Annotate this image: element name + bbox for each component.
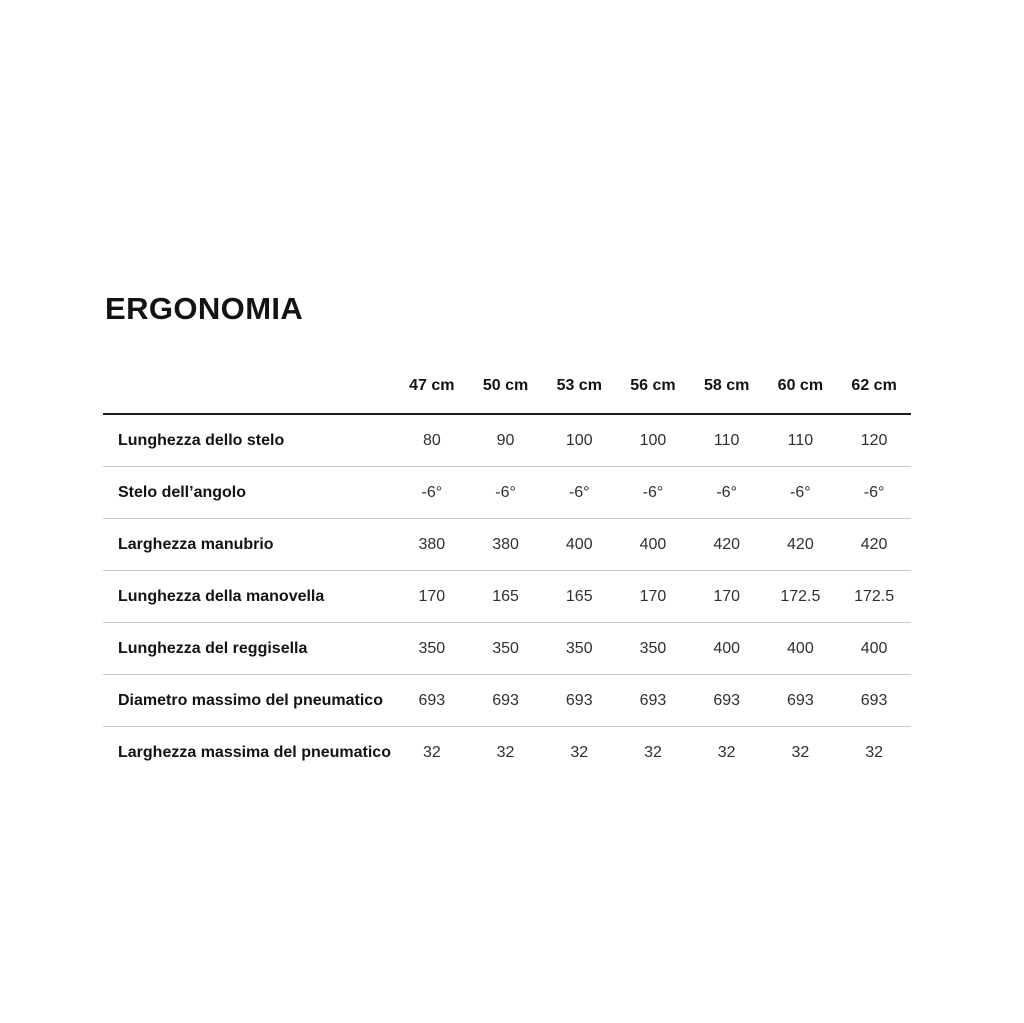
table-cell: 693 — [542, 675, 616, 727]
table-cell: 100 — [616, 414, 690, 467]
table-cell: 172.5 — [837, 571, 911, 623]
table-cell: 172.5 — [764, 571, 838, 623]
table-cell: 170 — [616, 571, 690, 623]
table-cell: 120 — [837, 414, 911, 467]
table-cell: -6° — [837, 467, 911, 519]
table-cell: 350 — [469, 623, 543, 675]
table-cell: 420 — [837, 519, 911, 571]
table-cell: 32 — [717, 744, 736, 761]
table-cell: 350 — [616, 623, 690, 675]
table-cell: 170 — [395, 571, 469, 623]
table-cell: -6° — [764, 467, 838, 519]
table-cell: 32 — [865, 744, 883, 761]
table-cell: 100 — [542, 414, 616, 467]
table-cell: 693 — [837, 675, 911, 727]
table-cell: 80 — [395, 414, 469, 467]
table-cell: 400 — [542, 519, 616, 571]
table-cell: 165 — [469, 571, 543, 623]
column-header-62cm: 62 cm — [837, 376, 911, 414]
table-cell: -6° — [690, 467, 764, 519]
row-label: Larghezza massima del pneumatico — [118, 744, 391, 761]
table-cell: 400 — [690, 623, 764, 675]
table-row — [103, 571, 911, 623]
ergonomics-table — [103, 376, 911, 778]
table-cell: 693 — [616, 675, 690, 727]
ergonomics-section — [103, 292, 911, 778]
row-label: Larghezza manubrio — [103, 519, 395, 571]
table-cell: 400 — [764, 623, 838, 675]
table-cell: -6° — [395, 467, 469, 519]
table-row — [103, 414, 911, 467]
table-row — [103, 623, 911, 675]
table-cell: 110 — [764, 414, 838, 467]
table-row — [103, 467, 911, 519]
row-label: Lunghezza del reggisella — [103, 623, 395, 675]
row-label: Lunghezza dello stelo — [103, 414, 395, 467]
table-cell: 380 — [469, 519, 543, 571]
column-header-50cm: 50 cm — [469, 376, 543, 414]
table-cell: 110 — [690, 414, 764, 467]
table-cell: 32 — [422, 744, 441, 761]
column-header-47cm: 47 cm — [395, 376, 469, 414]
table-cell: 350 — [395, 623, 469, 675]
table-cell: 693 — [469, 675, 543, 727]
table-cell: 350 — [542, 623, 616, 675]
table-cell: 170 — [690, 571, 764, 623]
table-cell: 32 — [644, 744, 662, 761]
row-label: Lunghezza della manovella — [103, 571, 395, 623]
section-title: ERGONOMIA — [105, 291, 304, 326]
table-cell: 380 — [395, 519, 469, 571]
table-cell: 32 — [496, 744, 515, 761]
table-cell: 420 — [764, 519, 838, 571]
column-header-60cm: 60 cm — [764, 376, 838, 414]
column-header-56cm: 56 cm — [616, 376, 690, 414]
table-cell: 400 — [837, 623, 911, 675]
column-header-53cm: 53 cm — [542, 376, 616, 414]
table-cell: 693 — [690, 675, 764, 727]
table-cell: 400 — [616, 519, 690, 571]
table-cell: 165 — [542, 571, 616, 623]
table-row — [103, 727, 911, 779]
table-cell: 90 — [469, 414, 543, 467]
table-cell: -6° — [616, 467, 690, 519]
table-row — [103, 519, 911, 571]
row-label: Stelo dell’angolo — [103, 467, 395, 519]
header-empty-cell — [103, 376, 395, 414]
table-cell: 693 — [395, 675, 469, 727]
table-cell: 32 — [570, 744, 589, 761]
table-cell: 693 — [764, 675, 838, 727]
table-cell: -6° — [469, 467, 543, 519]
table-cell: -6° — [542, 467, 616, 519]
table-cell: 32 — [791, 744, 810, 761]
table-cell: 420 — [690, 519, 764, 571]
table-row — [103, 675, 911, 727]
table-header-row — [103, 376, 911, 414]
column-header-58cm: 58 cm — [690, 376, 764, 414]
row-label: Diametro massimo del pneumatico — [103, 675, 395, 727]
